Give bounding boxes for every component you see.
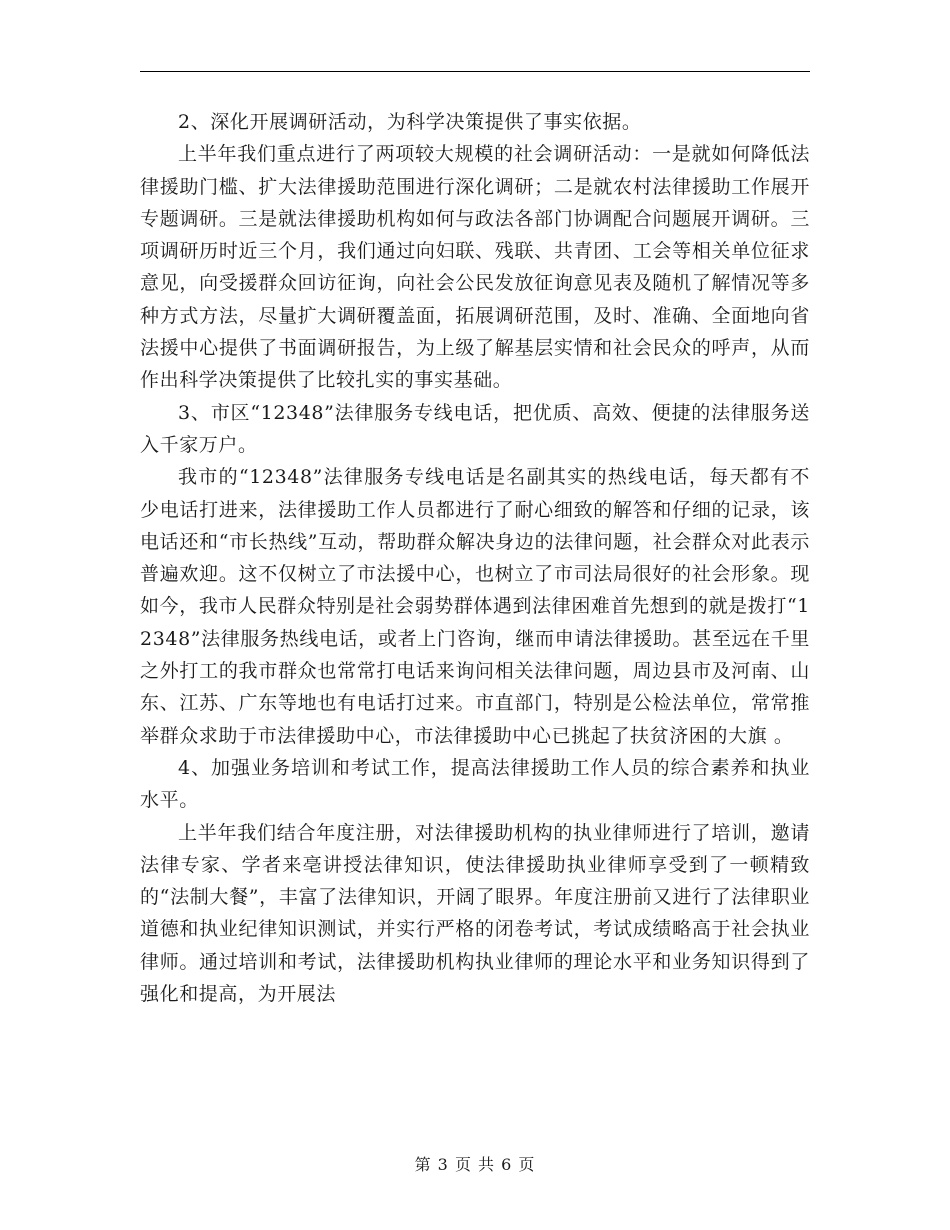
section-heading-2: 2、深化开展调研活动，为科学决策提供了事实依据。 xyxy=(178,111,642,133)
paragraph-training: 上半年我们结合年度注册，对法律援助机构的执业律师进行了培训，邀请法律专家、学者来亳讲授法律知识，使法律援助执业律师享受到了一顿精致的“法制大餐”，丰富了法律知识，开阔了眼界。年度注册前又进行了法律职业道德和执业纪律知识测试，并实行严格的闭卷考试，考试成绩略高于社会执业律师。通过培训和考试，法律援助机构执业律师的理论水平和业务知识得到了强化和提高，为开展法 xyxy=(140,821,810,1006)
paragraph-research: 上半年我们重点进行了两项较大规模的社会调研活动：一是就如何降低法律援助门槛、扩大法律援助范围进行深化调研；二是就农村法律援助工作展开专题调研。三是就法律援助机构如何与政法各部门协调配合问题展开调研。三项调研历时近三个月，我们通过向妇联、残联、共青团、工会等相关单位征求意见，向受援群众回访征询，向社会公民发放征询意见表及随机了解情况等多种方式方法，尽量扩大调研覆盖面，拓展调研范围，及时、准确、全面地向省法援中心提供了书面调研报告，为上级了解基层实情和社会民众的呼声，从而作出科学决策提供了比较扎实的事实基础。 xyxy=(140,143,810,392)
document-body xyxy=(140,106,810,1010)
section-heading-3: 3、市区“12348”法律服务专线电话，把优质、高效、便捷的法律服务送入千家万户。 xyxy=(140,401,810,456)
paragraph-hotline: 我市的“12348”法律服务专线电话是名副其实的热线电话，每天都有不少电话打进来，法律援助工作人员都进行了耐心细致的解答和仔细的记录，该电话还和“市长热线”互动，帮助群众解决身边的法律问题，社会群众对此表示普遍欢迎。这不仅树立了市法援中心，也树立了市司法局很好的社会形象。现如今，我市人民群众特别是社会弱势群体遇到法律困难首先想到的就是拨打“12348”法律服务热线电话，或者上门咨询，继而申请法律援助。甚至远在千里之外打工的我市群众也常常打电话来询问相关法律问题，周边县市及河南、山东、江苏、广东等地也有电话打过来。市直部门，特别是公检法单位，常常推举群众求助于市法律援助中心，市法律援助中心已挑起了扶贫济困的大旗 。 xyxy=(140,466,810,747)
page-number: 第 3 页 共 6 页 xyxy=(414,1155,536,1174)
section-heading-4: 4、加强业务培训和考试工作，提高法律援助工作人员的综合素养和执业水平。 xyxy=(140,756,810,812)
header-rule xyxy=(140,71,810,72)
